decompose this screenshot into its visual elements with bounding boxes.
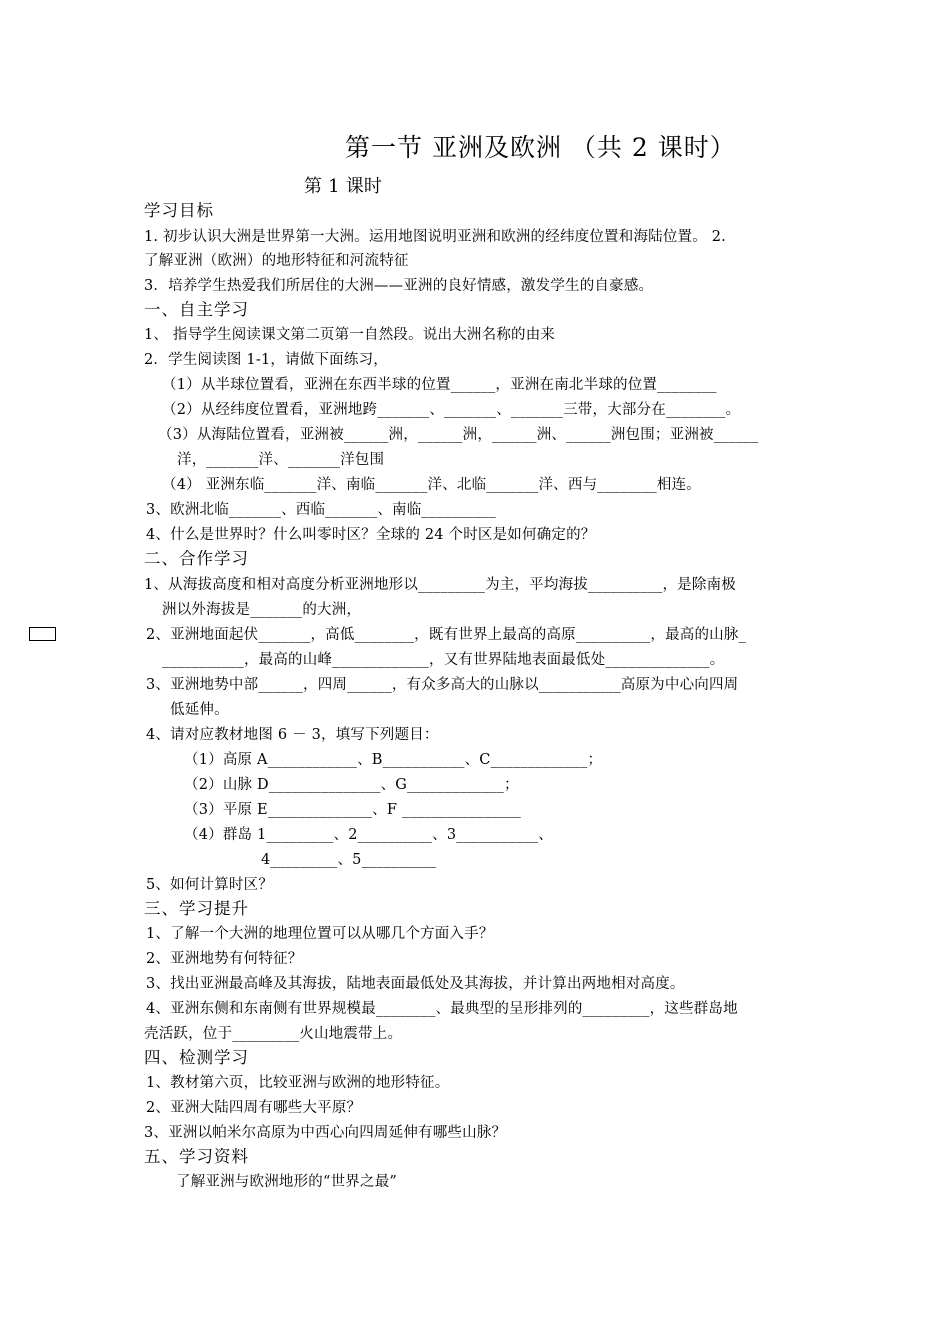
question-line: 洲以外海拔是_______的大洲，: [162, 602, 362, 618]
section-heading-self-study: 一、自主学习: [144, 300, 249, 319]
question-line: （2）从经纬度位置看，亚洲地跨_______、_______、_______三带，大部分在________。: [162, 402, 741, 418]
question-line: 低延伸。: [170, 702, 229, 718]
question-line: 2、亚洲大陆四周有哪些大平原？: [146, 1100, 362, 1116]
question-line: 3、找出亚洲最高峰及其海拔，陆地表面最低处及其海拔，并计算出两地相对高度。: [146, 976, 685, 992]
question-line: 洋，_______洋、_______洋包围: [177, 452, 385, 468]
question-line: 1、教材第六页，比较亚洲与欧洲的地形特征。: [146, 1075, 450, 1091]
question-line: （3）平原 E______________、F ________________: [184, 802, 522, 818]
question-line: 2、亚洲地面起伏_______，高低________，既有世界上最高的高原__________，最高的山脉_: [146, 627, 747, 643]
question-line: ___________，最高的山峰_____________，又有世界陆地表面最低处______________。: [162, 652, 725, 668]
section-heading-cooperative-study: 二、合作学习: [144, 549, 249, 568]
section-heading-materials: 五、学习资料: [144, 1147, 249, 1166]
document-title: 第一节 亚洲及欧洲 （共 2 课时）: [345, 133, 736, 162]
question-line: （1）高原 A____________、B___________、C_____________；: [184, 752, 603, 768]
question-line: 4、什么是世界时？什么叫零时区？全球的 24 个时区是如何确定的？: [146, 527, 596, 543]
question-line: 2．学生阅读图 1-1，请做下面练习，: [144, 352, 388, 368]
question-line: 3、欧洲北临_______、西临_______、南临__________: [146, 502, 496, 518]
question-line: 4、亚洲东侧和东南侧有世界规模最________、最典型的呈形排列的_________，这些群岛地: [146, 1001, 738, 1017]
question-line: 3、亚洲地势中部______，四周______，有众多高大的山脉以___________高原为中心向四周: [146, 677, 739, 693]
question-line: （1）从半球位置看，亚洲在东西半球的位置______，亚洲在南北半球的位置________: [162, 377, 717, 393]
section-heading-improvement: 三、学习提升: [144, 899, 249, 918]
question-line: 1、 指导学生阅读课文第二页第一自然段。说出大洲名称的由来: [144, 327, 556, 343]
margin-box: [29, 627, 56, 641]
question-line: （4）群岛 1_________、2__________、3___________、: [184, 827, 553, 843]
question-line: 壳活跃，位于_________火山地震带上。: [144, 1026, 403, 1042]
question-line: 1、从海拔高度和相对高度分析亚洲地形以_________为主，平均海拔__________，是除南极: [144, 577, 736, 593]
question-line: 4_________、5__________: [261, 852, 437, 868]
material-line: 了解亚洲与欧洲地形的“世界之最”: [176, 1174, 398, 1190]
question-line: （3）从海陆位置看，亚洲被______洲，______洲，______洲、______洲包围；亚洲被______: [158, 427, 759, 443]
question-line: 2、亚洲地势有何特征？: [146, 951, 303, 967]
question-line: 1、了解一个大洲的地理位置可以从哪几个方面入手？: [146, 926, 494, 942]
question-line: 3、亚洲以帕米尔高原为中西心向四周延伸有哪些山脉？: [144, 1125, 507, 1141]
lesson-subtitle: 第 1 课时: [304, 176, 383, 197]
objective-line: 3．培养学生热爱我们所居住的大洲——亚洲的良好情感，激发学生的自豪感。: [144, 278, 654, 294]
objectives-heading: 学习目标: [144, 201, 214, 220]
question-line: （4） 亚洲东临_______洋、南临_______洋、北临_______洋、西与________相连。: [162, 477, 701, 493]
objective-line: 了解亚洲（欧洲）的地形特征和河流特征: [144, 253, 409, 269]
section-heading-testing: 四、检测学习: [144, 1048, 249, 1067]
question-line: 5、如何计算时区？: [146, 877, 274, 893]
question-line: 4、请对应教材地图 6 － 3，填写下列题目：: [146, 727, 439, 743]
question-line: （2）山脉 D_______________、G_____________；: [184, 777, 519, 793]
objective-line: 1. 初步认识大洲是世界第一大洲。运用地图说明亚洲和欧洲的经纬度位置和海陆位置。 2.: [144, 229, 726, 245]
